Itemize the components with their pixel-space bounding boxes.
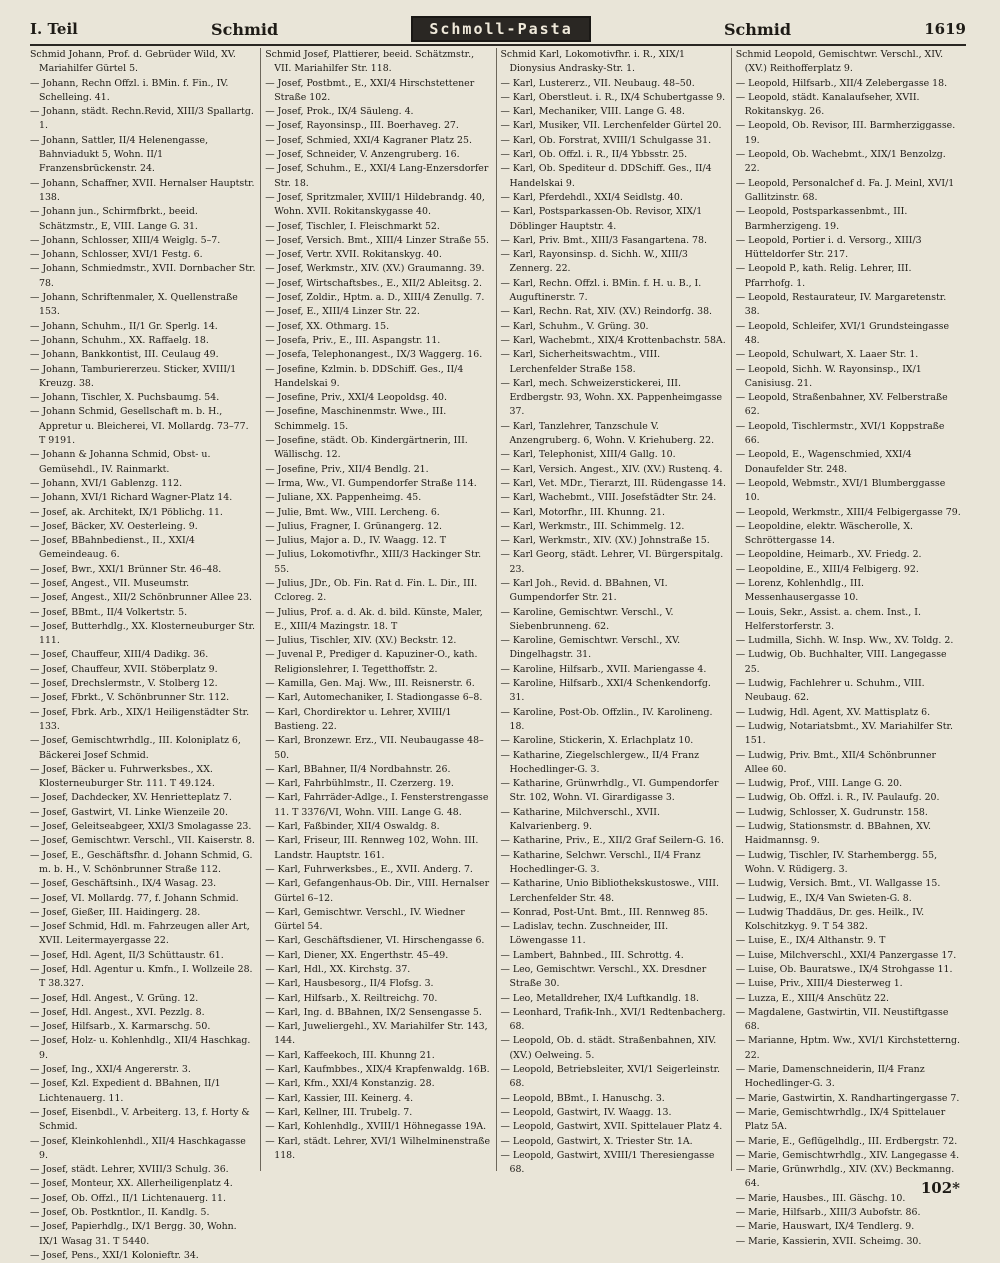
directory-entry: — Karoline, Hilfsarb., XXI/4 Schenkendorfg. 31. bbox=[500, 678, 711, 704]
directory-entry: — Leopoldine, Heimarb., XV. Friedg. 2. bbox=[735, 549, 922, 561]
directory-entry: — Leopold, Straßenbahner, XV. Felberstraße 62. bbox=[735, 392, 948, 418]
directory-entry: — Josef, Vertr. XVII. Rokitanskyg. 40. bbox=[265, 249, 442, 261]
directory-entry: — Karl, Faßbinder, XII/4 Oswaldg. 8. bbox=[265, 821, 440, 833]
directory-entry: — Ludwig, Hdl. Agent, XV. Mattisplatz 6. bbox=[735, 706, 931, 718]
directory-entry: — Josef, Werkmstr., XIV. (XV.) Graumanng. 39. bbox=[265, 263, 485, 275]
directory-entry: — Leopold, E., Wagenschmied, XXI/4 Donaufelder Str. 248. bbox=[735, 449, 912, 475]
directory-entry: — Leo, Metalldreher, IX/4 Luftkandlg. 18. bbox=[500, 992, 699, 1004]
directory-entry: — Josefine, Priv., XXI/4 Leopoldsg. 40. bbox=[265, 392, 447, 404]
directory-entry: — Karl, Kfm., XXI/4 Konstanzig. 28. bbox=[265, 1078, 435, 1090]
directory-entry: — Josef Schmid, Hdl. m. Fahrzeugen aller Art, XVII. Leitermayergasse 22. bbox=[30, 921, 250, 947]
directory-entry: — Leopold, Personalchef d. Fa. J. Meinl, XVI/1 Gallitzinstr. 68. bbox=[735, 177, 955, 203]
directory-entry: — Karl, Lustererz., VII. Neubaug. 48–50. bbox=[500, 77, 695, 89]
directory-entry: — Karoline, Post-Ob. Offzlin., IV. Karolineng. 18. bbox=[500, 706, 713, 732]
directory-entry: — Josef, Drechslermstr., V. Stolberg 12. bbox=[30, 678, 218, 690]
directory-entry: — Marie, Gemischtwrhdlg., XIV. Langegasse 4. bbox=[735, 1149, 960, 1161]
directory-entry: — Katharine, Selchwr. Verschl., II/4 Franz Hochedlinger-G. 3. bbox=[500, 849, 701, 875]
directory-entry: — Irma, Ww., VI. Gumpendorfer Straße 114. bbox=[265, 477, 477, 489]
directory-entry: — Josef, Rayonsinsp., III. Boerhaveg. 27. bbox=[265, 120, 459, 132]
directory-entry: — Johann, Schlosser, XVI/1 Festg. 6. bbox=[30, 249, 203, 261]
directory-entry: — Josef, Schuhm., E., XXI/4 Lang-Enzersdorfer Str. 18. bbox=[265, 163, 489, 189]
directory-entry: — Leopold, Ob. d. städt. Straßenbahnen, XIV. (XV.) Oelweing. 5. bbox=[500, 1035, 717, 1061]
directory-entry: — Luzza, E., XIII/4 Anschütz 22. bbox=[735, 992, 890, 1004]
directory-entry: — Leopold, städt. Kanalaufseher, XVII. Rokitanskyg. 26. bbox=[735, 91, 920, 118]
directory-entry: — Johann, XVI/1 Gablenzg. 112. bbox=[30, 477, 183, 489]
directory-entry: — Julius, Fragner, I. Grünangerg. 12. bbox=[265, 520, 443, 532]
directory-entry: — Karl, städt. Lehrer, XVI/1 Wilhelminenstraße 118. bbox=[265, 1135, 491, 1161]
directory-entry: — Marie, Gemischtwrhdlg., IX/4 Spittelauer Platz 5A. bbox=[735, 1106, 946, 1133]
directory-entry: — Karl, Fahrbühlmstr., II. Czerzerg. 19. bbox=[265, 778, 454, 790]
directory-entry: — Leopold, Restaurateur, IV. Margaretenstr. 38. bbox=[735, 292, 947, 318]
directory-entry: — Johann, Schriftenmaler, X. Quellenstraße 153. bbox=[30, 292, 238, 318]
directory-entry: — Karl, Werkmstr., III. Schimmelg. 12. bbox=[500, 520, 685, 532]
directory-entry: — Karl, Mechaniker, VIII. Lange G. 48. bbox=[500, 106, 685, 118]
directory-entry: — Karl, Bronzewr. Erz., VII. Neubaugasse 48–50. bbox=[265, 735, 484, 761]
directory-entry: Schmid Leopold, Gemischtwr. Verschl., XIV. (XV.) Reithofferplatz 9. bbox=[735, 49, 944, 75]
directory-entry: — Karl, Postsparkassen-Ob. Revisor, XIX/1 Döblinger Hauptstr. 4. bbox=[500, 206, 703, 232]
directory-entry: — Marie, Hauswart, IX/4 Tendlerg. 9. bbox=[735, 1221, 915, 1233]
directory-entry: — Johann, Rechn Offzl. i. BMin. f. Fin., IV. Schelleing. 41. bbox=[30, 77, 229, 103]
directory-entry: — Leopold, BBmt., I. Hanuschg. 3. bbox=[500, 1092, 665, 1104]
directory-entry: — Josefa, Telephonangest., IX/3 Waggerg. 16. bbox=[265, 349, 483, 361]
directory-entry: — Josef, Bäcker, XV. Oesterleing. 9. bbox=[30, 520, 198, 532]
directory-entry: — Leopold, Tischlermstr., XVI/1 Koppstraße 66. bbox=[735, 420, 945, 447]
directory-entry: — Karl, BBahner, II/4 Nordbahnstr. 26. bbox=[265, 763, 451, 775]
directory-entry: — Karl, Gemischtwr. Verschl., IV. Wiedner Gürtel 54. bbox=[265, 906, 465, 933]
directory-entry: — Josef, städt. Lehrer, XVIII/3 Schulg. 36. bbox=[30, 1164, 229, 1176]
directory-entry: — Leopoldine, elektr. Wäscherolle, X. Schröttergasse 14. bbox=[735, 520, 914, 547]
directory-entry: — Marie, Kassierin, XVII. Scheimg. 30. bbox=[735, 1235, 922, 1247]
directory-entry: — Josef, Gießer, III. Haidingerg. 28. bbox=[30, 906, 201, 918]
directory-entry: — Leopold, Werkmstr., XIII/4 Felbigergasse 79. bbox=[735, 506, 961, 518]
directory-entry: — Leopold, Hilfsarb., XII/4 Zelebergasse 18. bbox=[735, 77, 948, 89]
directory-entry: — Josefine, Maschinenmstr. Wwe., III. Schimmelg. 15. bbox=[265, 406, 447, 432]
directory-entry: — Louis, Sekr., Assist. a. chem. Inst., I. Helferstorferstr. 3. bbox=[735, 606, 921, 632]
directory-entry: — Josefa, Priv., E., III. Aspangstr. 11. bbox=[265, 334, 441, 346]
directory-entry: — Josef, Wirtschaftsbes., E., XII/2 Ableitsg. 2. bbox=[265, 277, 482, 289]
directory-entry: — Leopold, Schleifer, XVI/1 Grundsteingasse 48. bbox=[735, 320, 950, 346]
directory-entry: — Karl, Schuhm., V. Grüng. 30. bbox=[500, 320, 649, 332]
directory-entry: — Karl, Kaufmbbes., XIX/4 Krapfenwaldg. 16B. bbox=[265, 1064, 490, 1076]
directory-entry: — Leopold, Gastwirt, X. Triester Str. 1A. bbox=[500, 1135, 693, 1147]
directory-entry: — Karl, Werkmstr., XIV. (XV.) Johnstraße 15. bbox=[500, 535, 710, 547]
directory-entry: — Julius, JDr., Ob. Fin. Rat d. Fin. L. Dir., III. Ccloreg. 2. bbox=[265, 577, 478, 604]
header-banner: Schmoll-Pasta bbox=[411, 16, 590, 42]
directory-entry: — Karl, Oberstleut. i. R., IX/4 Schubertgasse 9. bbox=[500, 91, 726, 103]
directory-entry: — Karl, Telephonist, XIII/4 Gallg. 10. bbox=[500, 449, 676, 461]
directory-entry: — Konrad, Post-Unt. Bmt., III. Rennweg 85. bbox=[500, 906, 709, 918]
directory-entry: — Karl, Kaffeekoch, III. Khunng 21. bbox=[265, 1049, 435, 1061]
directory-entry: — Josefine, städt. Ob. Kindergärtnerin, III. Wällischg. 12. bbox=[265, 435, 468, 461]
directory-entry: — Karl, Automechaniker, I. Stadiongasse 6–8. bbox=[265, 692, 483, 704]
directory-entry: — Leopold, Postsparkassenbmt., III. Barmherzigeng. 19. bbox=[735, 206, 908, 232]
directory-entry: — Juvenal P., Prediger d. Kapuziner-O., kath. Religionslehrer, I. Tegetthoffstr. 2. bbox=[265, 649, 478, 675]
directory-entry: — Lorenz, Kohlenhdlg., III. Messenhausergasse 10. bbox=[735, 577, 865, 604]
directory-entry: — Karl, Wachebmt., VIII. Josefstädter Str. 24. bbox=[500, 492, 717, 504]
directory-entry: — Leopoldine, E., XIII/4 Felbigerg. 92. bbox=[735, 563, 919, 575]
directory-entry: — Josef, Schmied, XXI/4 Kagraner Platz 25. bbox=[265, 134, 472, 146]
directory-entry: — Ludwig Thaddäus, Dr. ges. Heilk., IV. Kolschitzkyg. 9. T 54 382. bbox=[735, 906, 925, 933]
directory-entry: — Josef, Bwr., XXI/1 Brünner Str. 46–48. bbox=[30, 563, 222, 575]
directory-entry: — Josef, Zoldir., Hptm. a. D., XIII/4 Zenullg. 7. bbox=[265, 292, 485, 304]
directory-entry: — Karl, Priv. Bmt., XIII/3 Fasangartena. 78. bbox=[500, 234, 707, 246]
directory-entry: — Julius, Prof. a. d. Ak. d. bild. Künste, Maler, E., XIII/4 Mazingstr. 18. T bbox=[265, 606, 483, 632]
directory-entry: — Julie, Bmt. Ww., VIII. Lercheng. 6. bbox=[265, 506, 440, 518]
directory-entry: — Katharine, Priv., E., XII/2 Graf Seilern-G. 16. bbox=[500, 835, 724, 847]
directory-entry: — Leopold, Sichh. W. Rayonsinsp., IX/1 Canisiusg. 21. bbox=[735, 363, 922, 389]
directory-entry: — Karl, Ob. Offzl. i. R., II/4 Ybbsstr. 25. bbox=[500, 149, 688, 161]
directory-entry: — Marie, Hilfsarb., XIII/3 Aubofstr. 86. bbox=[735, 1207, 921, 1219]
directory-entry: — Marie, Grünwrhdlg., XIV. (XV.) Beckmanng. 64. bbox=[735, 1164, 955, 1190]
directory-entry: — Leopold, Ob. Wachebmt., XIX/1 Benzolzg. 22. bbox=[735, 149, 946, 175]
directory-entry: — Ludwig, Notariatsbmt., XV. Mariahilfer Str. 151. bbox=[735, 720, 953, 747]
directory-entry: — Josef, Prok., IX/4 Säuleng. 4. bbox=[265, 106, 414, 118]
directory-entry: — Josef, ak. Architekt, IX/1 Pöblichg. 11. bbox=[30, 506, 223, 518]
directory-entry: — Johann, Schmiedmstr., XVII. Dornbacher Str. 78. bbox=[30, 263, 256, 289]
directory-entry: — Josef, Hdl. Agentur u. Kmfn., I. Wollzeile 28. T 38.327. bbox=[30, 964, 253, 990]
directory-entry: — Karl, Ob. Forstrat, XVIII/1 Schulgasse 31. bbox=[500, 134, 712, 146]
directory-entry: — Josef, Hdl. Agent, II/3 Schüttaustr. 61. bbox=[30, 949, 224, 961]
directory-entry: — Josef, Angest., XII/2 Schönbrunner Allee 23. bbox=[30, 592, 253, 604]
directory-entry: — Karl, mech. Schweizerstickerei, III. Erdbergstr. 93, Wohn. XX. Pappenheimgasse 37. bbox=[500, 377, 723, 418]
directory-entry: — Karl, Wachebmt., XIX/4 Krottenbachstr. 58A. bbox=[500, 334, 726, 346]
directory-entry: — Leopold, Portier i. d. Versorg., XIII/3 Hütteldorfer Str. 217. bbox=[735, 234, 922, 261]
directory-entry: — Karl, Kellner, III. Trubelg. 7. bbox=[265, 1106, 413, 1118]
directory-entry: — Marie, E., Geflügelhdlg., III. Erdbergstr. 72. bbox=[735, 1135, 958, 1147]
directory-entry: — Josef, Ob. Offzl., II/1 Lichtenauerg. 11. bbox=[30, 1192, 226, 1204]
directory-entry: — Josef, XX. Othmarg. 15. bbox=[265, 320, 390, 332]
directory-entry: — Josef, Hdl. Angest., XVI. Pezzlg. 8. bbox=[30, 1006, 205, 1018]
directory-entry: — Karl, Gefangenhaus-Ob. Dir., VIII. Hernalser Gürtel 6–12. bbox=[265, 878, 490, 904]
directory-entry: — Leopold P., kath. Relig. Lehrer, III. Pfarrhofg. 1. bbox=[735, 263, 912, 289]
directory-entry: — Johann Schmid, Gesellschaft m. b. H., Appretur u. Bleicherei, VI. Mollardg. 73–77. T 9191. bbox=[30, 406, 249, 447]
directory-entry: — Josef, Versich. Bmt., XIII/4 Linzer Straße 55. bbox=[265, 234, 490, 246]
directory-entry: — Leopold, Betriebsleiter, XVI/1 Seigerleinstr. 68. bbox=[500, 1064, 721, 1090]
directory-entry: — Ludwig, Prof., VIII. Lange G. 20. bbox=[735, 778, 903, 790]
directory-entry: — Johann, Tischler, X. Puchsbaumg. 54. bbox=[30, 392, 220, 404]
directory-entry: — Leopold, Gastwirt, XVIII/1 Theresiengasse 68. bbox=[500, 1149, 715, 1176]
directory-entry: — Karl, Hilfsarb., X. Reiltreichg. 70. bbox=[265, 992, 438, 1004]
directory-entry: — Karoline, Gemischtwr. Verschl., V. Siebenbrunneng. 62. bbox=[500, 606, 674, 632]
directory-entry: — Karl, Ob. Spediteur d. DDSchiff. Ges., II/4 Handelskai 9. bbox=[500, 163, 712, 189]
directory-entry: — Karl, Fahrräder-Adlge., I. Fensterstrengasse 11. T 3376/VI, Wohn. VIII. Lange G. 48. bbox=[265, 792, 489, 818]
directory-entry: — Josef, Gemischtwr. Verschl., VII. Kaiserstr. 8. bbox=[30, 835, 255, 847]
directory-entry: — Karl, Chordirektor u. Lehrer, XVIII/1 Bastieng. 22. bbox=[265, 706, 452, 732]
directory-entry: — Karl, Diener, XX. Engerthstr. 45–49. bbox=[265, 949, 449, 961]
directory-entry: — Josef, Ob. Postkntlor., II. Kandlg. 5. bbox=[30, 1207, 210, 1219]
directory-entry: — Josef, Monteur, XX. Allerheiligenplatz 4. bbox=[30, 1178, 233, 1190]
directory-entry: — Ludwig, Tischler, IV. Starhembergg. 55, Wohn. V. Rüdigerg. 3. bbox=[735, 849, 938, 875]
directory-entry: — Karl, Kassier, III. Keinerg. 4. bbox=[265, 1092, 414, 1104]
directory-entry: — Josef, Angest., VII. Museumstr. bbox=[30, 577, 190, 589]
directory-entry: — Josef, E., XIII/4 Linzer Str. 22. bbox=[265, 306, 420, 318]
directory-entry: — Josef, Hdl. Angest., V. Grüng. 12. bbox=[30, 992, 199, 1004]
directory-entry: — Karl, Tanzlehrer, Tanzschule V. Anzengruberg. 6, Wohn. V. Kriehuberg. 22. bbox=[500, 420, 715, 447]
directory-entry: — Josef, Chauffeur, XIII/4 Dadikg. 36. bbox=[30, 649, 209, 661]
directory-entry: — Josef, Spritzmaler, XVIII/1 Hildebrandg. 40, Wohn. XVII. Rokitanskygasse 40. bbox=[265, 191, 485, 218]
directory-entry: — Josef, Kzl. Expedient d. BBahnen, II/1 Lichtenauerg. 11. bbox=[30, 1078, 221, 1104]
directory-entry: — Ludwig, Ob. Buchhalter, VIII. Langegasse 25. bbox=[735, 649, 947, 675]
directory-entry: — Ludwig, Stationsmstr. d. BBahnen, XV. Haidmannsg. 9. bbox=[735, 821, 932, 847]
directory-entry: — Johann, städt. Rechn.Revid, XIII/3 Spallartg. 1. bbox=[30, 106, 254, 132]
directory-entry: Schmid Johann, Prof. d. Gebrüder Wild, XV. Mariahilfer Gürtel 5. bbox=[30, 49, 236, 75]
directory-entry: — Josef, BBahnbedienst., II., XXI/4 Gemeindeaug. 6. bbox=[30, 535, 195, 561]
directory-entry: — Karl, Ing. d. BBahnen, IX/2 Sensengasse 5. bbox=[265, 1006, 482, 1018]
directory-entry: — Josef, Dachdecker, XV. Henrietteplatz 7. bbox=[30, 792, 232, 804]
directory-entry: — Josef, Geleitseabgeer, XXI/3 Smolagasse 23. bbox=[30, 821, 252, 833]
directory-entry: — Johann, Bankkontist, III. Ceulaug 49. bbox=[30, 349, 219, 361]
directory-entry: — Leo, Gemischtwr. Verschl., XX. Dresdner Straße 30. bbox=[500, 964, 707, 990]
directory-entry: — Karl, Pferdehdl., XXI/4 Seidlstg. 40. bbox=[500, 191, 683, 203]
directory-entry: — Josef, Gastwirt, VI. Linke Wienzeile 20. bbox=[30, 806, 228, 818]
directory-entry: — Karl, Friseur, III. Rennweg 102, Wohn. III. Landstr. Hauptstr. 161. bbox=[265, 835, 479, 861]
directory-column bbox=[260, 48, 495, 1171]
page-header bbox=[30, 14, 966, 44]
directory-entry: — Johann, Tamburiererzeu. Sticker, XVIII/1 Kreuzg. 38. bbox=[30, 363, 237, 389]
directory-entry: — Karl, Kohlenhdlg., XVIII/1 Höhnegasse 19A. bbox=[265, 1121, 487, 1133]
directory-entry: — Josef, Ing., XXI/4 Angererstr. 3. bbox=[30, 1064, 191, 1076]
directory-entry: Schmid Karl, Lokomotivfhr. i. R., XIX/1 Dionysius Andrasky-Str. 1. bbox=[500, 49, 685, 75]
directory-entry: — Julius, Lokomotivfhr., XIII/3 Hackinger Str. 55. bbox=[265, 549, 482, 575]
directory-entry: — Luise, Ob. Bauratswe., IX/4 Strohgasse 11. bbox=[735, 964, 953, 975]
directory-entry: — Leonhard, Trafik-Inh., XVI/1 Redtenbacherg. 68. bbox=[500, 1006, 726, 1033]
directory-entry: — Josef, Tischler, I. Fleischmarkt 52. bbox=[265, 220, 440, 232]
directory-entry: — Ludwig, Ob. Offzl. i. R., IV. Paulaufg. 20. bbox=[735, 792, 940, 804]
directory-entry: — Karl, Juweliergehl., XV. Mariahilfer Str. 143, 144. bbox=[265, 1021, 488, 1047]
directory-entry: — Josef, Gemischtwrhdlg., III. Koloniplatz 6, Bäckerei Josef Schmid. bbox=[30, 735, 241, 761]
directory-entry: — Johann, XVI/1 Richard Wagner-Platz 14. bbox=[30, 492, 233, 504]
directory-entry: — Josefine, Kzlmin. b. DDSchiff. Ges., II/4 Handelskai 9. bbox=[265, 363, 464, 389]
directory-entry: — Juliane, XX. Pappenheimg. 45. bbox=[265, 492, 422, 504]
directory-entry: — Leopold, Gastwirt, IV. Waagg. 13. bbox=[500, 1106, 672, 1118]
directory-column bbox=[496, 48, 731, 1176]
directory-entry: — Leopold, Gastwirt, XVII. Spittelauer Platz 4. bbox=[500, 1121, 723, 1133]
directory-entry: — Karl, Sicherheitswachtm., VIII. Lerchenfelder Straße 158. bbox=[500, 349, 661, 375]
directory-entry: — Josef, E., Geschäftsfhr. d. Johann Schmid, G. m. b. H., V. Schönbrunner Straße 112. bbox=[30, 849, 253, 875]
directory-entry: — Johann & Johanna Schmid, Obst- u. Gemüsehdl., IV. Rainmarkt. bbox=[30, 449, 211, 475]
directory-entry: — Johann, Sattler, II/4 Helenengasse, Bahnviadukt 5, Wohn. II/1 Franzensbrückenstr. 24. bbox=[30, 134, 209, 175]
directory-entry: — Leopold, Webmstr., XVI/1 Blumberggasse 10. bbox=[735, 477, 946, 504]
columns bbox=[30, 48, 966, 1261]
directory-entry: — Marie, Damenschneiderin, II/4 Franz Hochedlinger-G. 3. bbox=[735, 1064, 925, 1090]
directory-entry: — Karl, Rechn. Rat, XIV. (XV.) Reindorfg. 38. bbox=[500, 306, 713, 318]
directory-entry: — Marianne, Hptm. Ww., XVI/1 Kirchstetterng. 22. bbox=[735, 1035, 960, 1061]
directory-entry: — Karl, Vet. MDr., Tierarzt, III. Rüdengasse 14. bbox=[500, 477, 727, 489]
part-label: I. Teil bbox=[30, 20, 78, 38]
directory-entry: — Ludwig, E., IX/4 Van Swieten-G. 8. bbox=[735, 892, 912, 904]
directory-entry: — Karl, Versich. Angest., XIV. (XV.) Rustenq. 4. bbox=[500, 463, 723, 475]
directory-entry: — Karl, Rayonsinsp. d. Sichh. W., XIII/3 Zennerg. 22. bbox=[500, 249, 688, 275]
directory-entry: — Johann, Schaffner, XVII. Hernalser Hauptstr. 138. bbox=[30, 177, 255, 203]
directory-entry: — Johann, Schuhm., XX. Raffaelg. 18. bbox=[30, 334, 209, 346]
directory-entry: — Josef, VI. Mollardg. 77, f. Johann Schmid. bbox=[30, 892, 239, 904]
directory-entry: — Julius, Major a. D., IV. Waagg. 12. T bbox=[265, 535, 446, 547]
directory-entry: — Josef, Kleinkohlenhdl., XII/4 Haschkagasse 9. bbox=[30, 1135, 246, 1161]
directory-entry: Schmid Josef, Plattierer, beeid. Schätzmstr., VII. Mariahilfer Str. 118. bbox=[265, 49, 475, 75]
directory-entry: — Josef, Fbrkt., V. Schönbrunner Str. 112. bbox=[30, 692, 230, 704]
directory-entry: — Katharine, Milchverschl., XVII. Kalvarienberg. 9. bbox=[500, 806, 660, 833]
right-running-name: Schmid bbox=[723, 19, 792, 39]
directory-entry: — Lambert, Bahnbed., III. Schrottg. 4. bbox=[500, 949, 684, 961]
directory-entry: — Johann, Schuhm., II/1 Gr. Sperlg. 14. bbox=[30, 320, 218, 332]
directory-entry: — Marie, Gastwirtin, X. Randhartingergasse 7. bbox=[735, 1092, 960, 1104]
directory-entry: — Josef, Butterhdlg., XX. Klosterneuburger Str. 111. bbox=[30, 620, 256, 647]
directory-entry: — Magdalene, Gastwirtin, VII. Neustiftgasse 68. bbox=[735, 1006, 949, 1033]
directory-entry: — Josef, Pens., XXI/1 Kolonieftr. 34. bbox=[30, 1249, 199, 1261]
directory-entry: — Karoline, Hilfsarb., XVII. Mariengasse 4. bbox=[500, 663, 707, 675]
page-number: 1619 bbox=[924, 20, 966, 38]
left-running-name: Schmid bbox=[211, 19, 279, 39]
directory-entry: — Karl Georg, städt. Lehrer, VI. Bürgerspitalg. 23. bbox=[500, 549, 724, 575]
directory-entry: — Karl, Hdl., XX. Kirchstg. 37. bbox=[265, 964, 411, 975]
directory-entry: — Luise, Milchverschl., XXI/4 Panzergasse 17. bbox=[735, 949, 957, 961]
directory-entry: — Josef, Postbmt., E., XXI/4 Hirschstettener Straße 102. bbox=[265, 77, 475, 103]
directory-entry: — Julius, Tischler, XIV. (XV.) Beckstr. 12. bbox=[265, 635, 457, 647]
directory-entry: — Karoline, Stickerin, X. Erlachplatz 10. bbox=[500, 735, 694, 747]
directory-entry: — Karl, Geschäftsdiener, VI. Hirschengasse 6. bbox=[265, 935, 485, 947]
directory-entry: — Josef, BBmt., II/4 Volkertstr. 5. bbox=[30, 606, 188, 618]
directory-entry: — Karl, Rechn. Offzl. i. BMin. f. H. u. B., I. Auguftinerstr. 7. bbox=[500, 277, 702, 304]
directory-entry: — Karl, Fuhrwerksbes., E., XVII. Anderg. 7. bbox=[265, 863, 473, 875]
directory-entry: — Josef, Hilfsarb., X. Karmarschg. 50. bbox=[30, 1021, 211, 1033]
directory-entry: — Leopold, Schulwart, X. Laaer Str. 1. bbox=[735, 349, 919, 361]
directory-entry: — Karl Joh., Revid. d. BBahnen, VI. Gumpendorfer Str. 21. bbox=[500, 577, 668, 604]
directory-entry: — Katharine, Unio Bibliothekskustoswe., VIII. Lerchenfelder Str. 48. bbox=[500, 878, 719, 904]
directory-entry: — Johann jun., Schirmfbrkt., beeid. Schätzmstr., E, VIII. Lange G. 31. bbox=[30, 206, 198, 232]
directory-entry: — Josef, Papierhdlg., IX/1 Bergg. 30, Wohn. IX/1 Wasag 31. T 5440. bbox=[30, 1221, 237, 1247]
directory-entry: — Josef, Schneider, V. Anzengruberg. 16. bbox=[265, 149, 460, 161]
directory-entry: — Karoline, Gemischtwr. Verschl., XV. Dingelhagstr. 31. bbox=[500, 635, 681, 661]
directory-entry: — Josef, Chauffeur, XVII. Stöberplatz 9. bbox=[30, 663, 218, 675]
directory-entry: — Ludwig, Priv. Bmt., XII/4 Schönbrunner Allee 60. bbox=[735, 749, 936, 775]
directory-entry: — Josef, Bäcker u. Fuhrwerksbes., XX. Klosterneuburger Str. 111. T 49.124. bbox=[30, 763, 215, 790]
directory-entry: — Josef, Holz- u. Kohlenhdlg., XII/4 Haschkag. 9. bbox=[30, 1035, 251, 1061]
directory-entry: — Marie, Hausbes., III. Gäschg. 10. bbox=[735, 1192, 906, 1204]
signature-mark: 102* bbox=[920, 1179, 960, 1197]
directory-entry: — Luise, Priv., XIII/4 Diesterweg 1. bbox=[735, 978, 903, 990]
directory-entry: — Ludwig, Schlosser, X. Gudrunstr. 158. bbox=[735, 806, 928, 818]
directory-entry: — Josef, Fbrk. Arb., XIX/1 Heiligenstädter Str. 133. bbox=[30, 706, 250, 732]
directory-entry: — Josef, Eisenbdl., V. Arbeiterg. 13, f. Horty & Schmid. bbox=[30, 1106, 250, 1133]
directory-entry: — Karl, Musiker, VII. Lerchenfelder Gürtel 20. bbox=[500, 120, 722, 132]
directory-entry: — Kamilla, Gen. Maj. Ww., III. Reisnerstr. 6. bbox=[265, 678, 475, 690]
directory-entry: — Luise, E., IX/4 Althanstr. 9. T bbox=[735, 935, 886, 947]
directory-entry: — Katharine, Ziegelschlergew., II/4 Franz Hochedlinger-G. 3. bbox=[500, 749, 700, 775]
directory-entry: — Ludwig, Fachlehrer u. Schuhm., VIII. Neubaug. 62. bbox=[735, 678, 925, 704]
directory-entry: — Leopold, Ob. Revisor, III. Barmherziggasse. 19. bbox=[735, 120, 956, 146]
directory-entry: — Karl, Motorfhr., III. Khunng. 21. bbox=[500, 506, 666, 518]
directory-entry: — Johann, Schlosser, XIII/4 Weiglg. 5–7. bbox=[30, 234, 221, 246]
directory-entry: — Josefine, Priv., XII/4 Bendlg. 21. bbox=[265, 463, 429, 475]
header-rule bbox=[30, 44, 966, 46]
directory-entry: — Karl, Hausbesorg., II/4 Flofsg. 3. bbox=[265, 978, 434, 990]
directory-entry: — Katharine, Grünwrhdlg., VI. Gumpendorfer Str. 102, Wohn. VI. Girardigasse 3. bbox=[500, 778, 719, 804]
directory-entry: — Ludmilla, Sichh. W. Insp. Ww., XV. Toldg. 2. bbox=[735, 635, 954, 647]
directory-column bbox=[30, 48, 260, 1261]
directory-entry: — Ludwig, Versich. Bmt., VI. Wallgasse 15. bbox=[735, 878, 941, 890]
directory-entry: — Ladislav, techn. Zuschneider, III. Löwengasse 11. bbox=[500, 921, 669, 947]
directory-entry: — Josef, Geschäftsinh., IX/4 Wasag. 23. bbox=[30, 878, 217, 890]
